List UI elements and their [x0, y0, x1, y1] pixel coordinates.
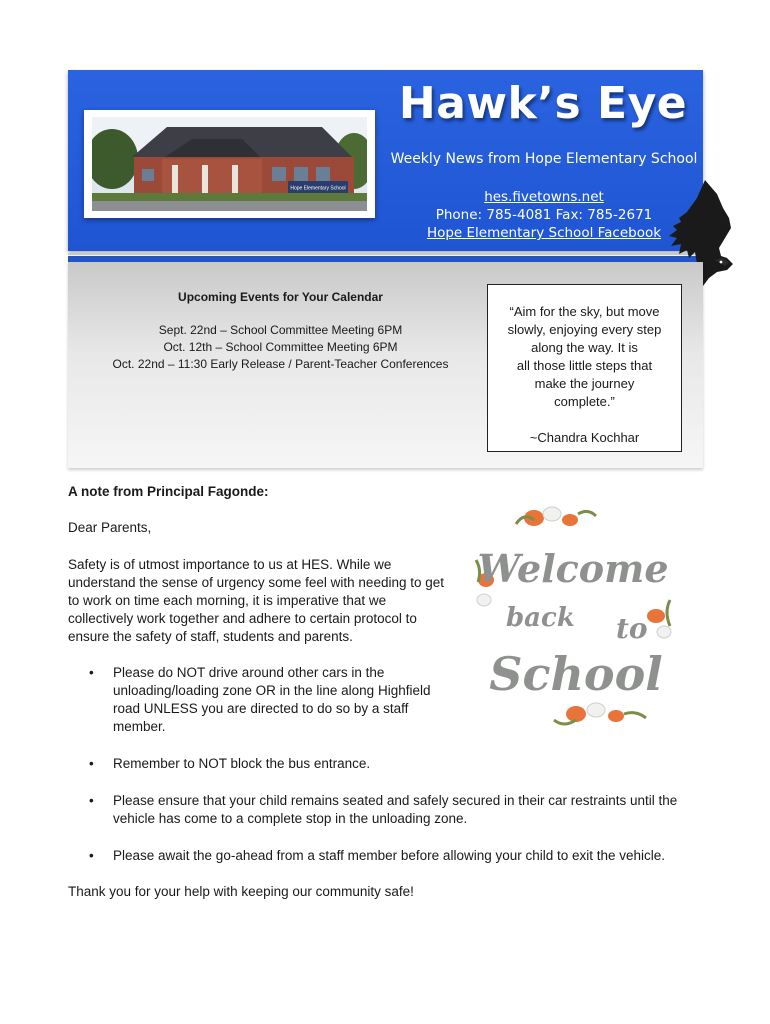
school-sign-text: Hope Elementary School: [290, 185, 346, 192]
website-link[interactable]: hes.fivetowns.net: [484, 189, 604, 205]
facebook-link[interactable]: Hope Elementary School Facebook: [426, 225, 662, 241]
school-word: School: [489, 647, 663, 701]
school-photo: [92, 117, 367, 211]
safety-paragraph: Safety is of utmost importance to us at HES. While we understand the sense of urgency some feel with needing to get to work on time each morning, it is imperative that we collectively work together and adhere to certain protocol to ensure the safety of staff, students and parents.: [68, 557, 444, 644]
bullet-item: • Remember to NOT block the bus entrance.: [68, 755, 708, 773]
quote-line: slowly, enjoying every step: [507, 322, 662, 337]
school-building-image: [92, 117, 367, 211]
welcome-back-image: [466, 500, 680, 732]
closing-line: Thank you for your help with keeping our community safe!: [68, 884, 414, 899]
newsletter-banner: [68, 70, 703, 251]
bullet-item: • Please do NOT drive around other cars in the unloading/loading zone OR in the line along Highfield road UNLESS you are directed to do so by a staff member.: [68, 664, 443, 736]
quote-line: along the way. It is: [531, 340, 638, 355]
to-word: to: [616, 612, 648, 645]
quote-line: complete.”: [554, 394, 615, 409]
events-list: [68, 322, 493, 373]
quote-box: [487, 284, 682, 452]
quote-line: “Aim for the sky, but move: [509, 304, 660, 319]
banner-divider-grey: [68, 253, 703, 255]
phone-fax-text: Phone: 785-4081 Fax: 785-2671: [435, 207, 653, 223]
newsletter-subtitle: Weekly News from Hope Elementary School: [390, 151, 698, 167]
quote-line: make the journey: [534, 376, 635, 391]
school-photo-frame: [84, 110, 375, 218]
principal-note-heading: A note from Principal Fagonde:: [68, 484, 269, 499]
newsletter-title: Hawk’s Eye: [398, 78, 688, 129]
greeting: Dear Parents,: [68, 520, 152, 535]
welcome-word: Welcome: [477, 546, 669, 591]
events-panel: [68, 262, 703, 468]
bullet-item: • Please ensure that your child remains seated and safely secured in their car restraints until the vehicle has come to a complete stop in the unloading zone.: [68, 792, 708, 828]
event-item: Oct. 12th – School Committee Meeting 6PM: [163, 340, 398, 354]
back-word: back: [506, 603, 575, 633]
contact-block: [394, 188, 694, 242]
event-item: Sept. 22nd – School Committee Meeting 6PM: [158, 323, 403, 337]
events-title: Upcoming Events for Your Calendar: [178, 290, 383, 304]
quote-author: ~Chandra Kochhar: [529, 430, 640, 445]
event-item: Oct. 22nd – 11:30 Early Release / Parent-Teacher Conferences: [112, 357, 449, 371]
quote-line: all those little steps that: [516, 358, 653, 373]
bullet-item: • Please await the go-ahead from a staff member before allowing your child to exit the vehicle.: [68, 847, 708, 865]
